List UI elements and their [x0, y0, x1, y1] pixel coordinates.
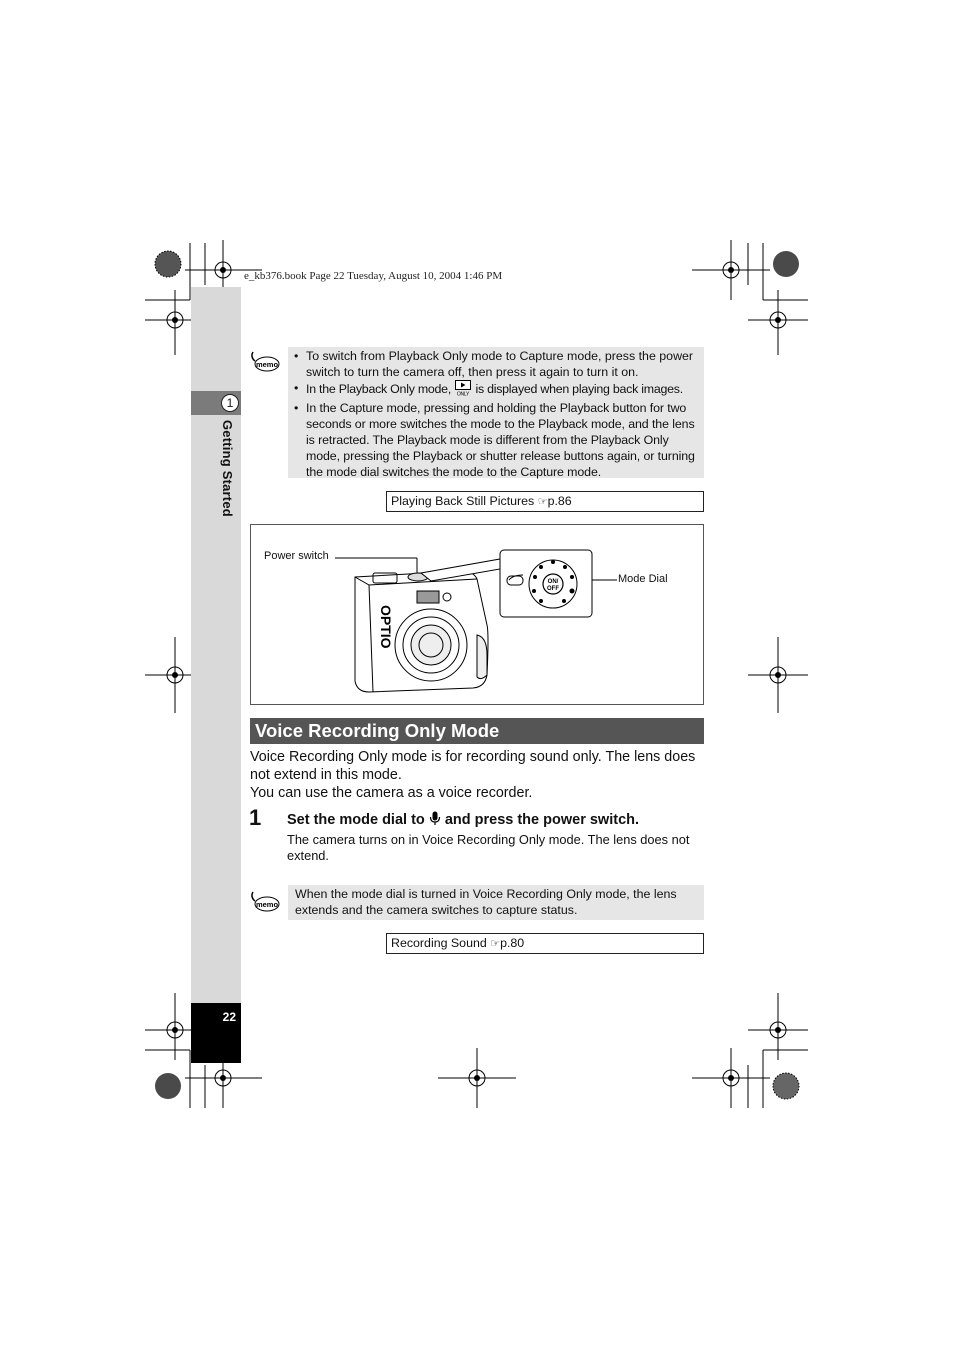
- power-switch-label: Power switch: [264, 550, 329, 562]
- step-description: The camera turns on in Voice Recording Only mode. The lens does not extend.: [287, 832, 690, 863]
- page-number: 22: [222, 1010, 236, 1024]
- mode-dial-label: Mode Dial: [618, 573, 668, 585]
- section-intro: Voice Recording Only mode is for recording sound only. The lens does not extend in this mode.: [250, 749, 696, 783]
- memo-bullet-text: is displayed when playing back images.: [475, 382, 683, 396]
- memo-box-2: When the mode dial is turned in Voice Recording Only mode, the lens extends and the camera switches to capture status.: [288, 885, 704, 920]
- memo-icon: [250, 349, 280, 378]
- dial-center-label: ON/: [547, 579, 559, 585]
- memo-bullet: [288, 380, 700, 400]
- reference-text: Playing Back Still Pictures: [391, 494, 535, 508]
- page-number-box: [191, 1003, 241, 1063]
- section-title: Voice Recording Only Mode: [250, 718, 704, 744]
- chapter-marker: [191, 391, 241, 415]
- reference-text: Recording Sound: [391, 936, 487, 950]
- pointing-hand-icon: ☞: [490, 938, 501, 950]
- pointing-hand-icon: ☞: [537, 496, 548, 508]
- memo-icon-label: memo: [255, 900, 279, 909]
- chapter-label: Getting Started: [220, 420, 235, 517]
- step-number: 1: [249, 805, 262, 830]
- memo-bullet-text: In the Playback Only mode,: [306, 382, 452, 396]
- file-header: e_kb376.book Page 22 Tuesday, August 10, 2004 1:46 PM: [244, 270, 503, 282]
- reference-box-2[interactable]: [386, 933, 704, 954]
- memo-icon-label: memo: [255, 360, 279, 369]
- camera-figure: [250, 524, 704, 705]
- reference-page: p.80: [500, 936, 525, 950]
- playback-only-caption: ONLY: [457, 391, 470, 396]
- microphone-icon: [429, 811, 441, 830]
- svg-text:OPTIO: OPTIO: [378, 605, 394, 649]
- reference-page: p.86: [547, 494, 572, 508]
- reference-box[interactable]: [386, 491, 704, 512]
- memo-icon: [250, 889, 280, 918]
- svg-text:OFF: OFF: [547, 586, 559, 592]
- step-title-text: Set the mode dial to: [287, 812, 425, 828]
- step-title: [287, 811, 639, 830]
- memo-bullet: • To switch from Playback Only mode to Capture mode, press the power switch to turn the camera off, then press it again to turn it on.: [288, 348, 700, 380]
- playback-only-icon: [454, 380, 472, 400]
- step-title-text: and press the power switch.: [444, 812, 640, 828]
- memo-bullet: • In the Capture mode, pressing and holding the Playback button for two seconds or more switches the mode to the Playback mode, and the lens is retracted. The Playback mode is different from the Playback Only mode, pressing the Playback or shutter release buttons again, or turning the mode dial switches the mode to the Capture mode.: [288, 400, 700, 480]
- memo-box: [288, 347, 704, 478]
- chapter-number: 1: [221, 394, 239, 412]
- section-intro-2: You can use the camera as a voice recorder.: [250, 785, 533, 801]
